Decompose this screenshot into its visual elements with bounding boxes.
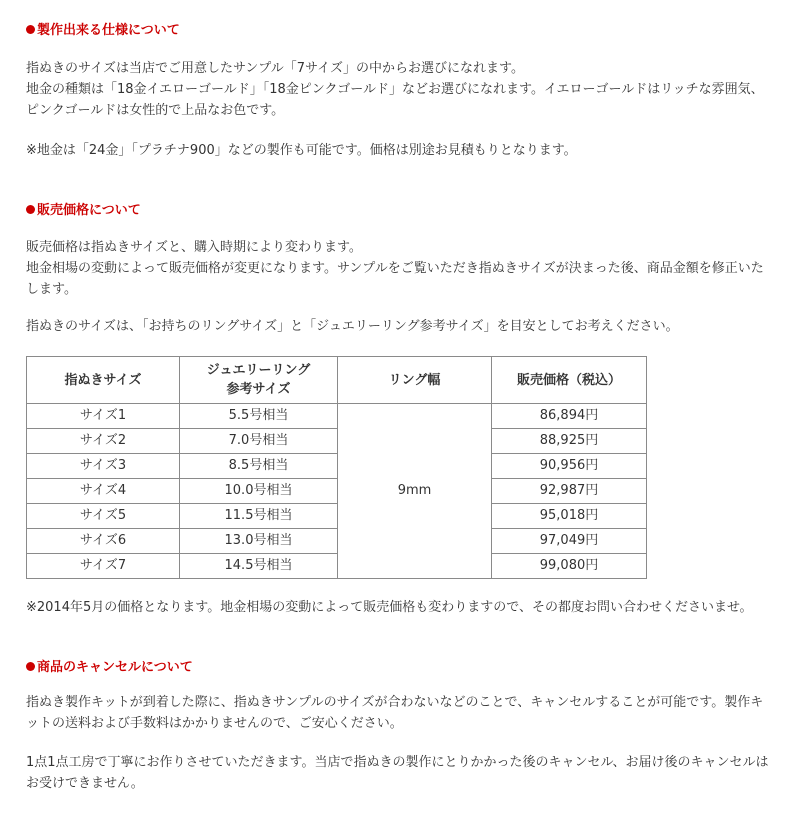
cell-ring: 13.0号相当 bbox=[180, 529, 338, 554]
text-line: お受けできません。 bbox=[26, 776, 144, 791]
header-thimble-size: 指ぬきサイズ bbox=[27, 357, 180, 404]
price-footnote bbox=[26, 597, 778, 618]
cell-price: 99,080円 bbox=[492, 554, 647, 579]
cell-price: 95,018円 bbox=[492, 504, 647, 529]
production-description bbox=[26, 58, 778, 121]
cell-price: 97,049円 bbox=[492, 529, 647, 554]
price-guide bbox=[26, 316, 778, 337]
cell-price: 92,987円 bbox=[492, 479, 647, 504]
price-table bbox=[26, 356, 647, 579]
table-row bbox=[27, 404, 647, 429]
bullet-icon bbox=[26, 662, 35, 671]
cell-price: 86,894円 bbox=[492, 404, 647, 429]
cell-size: サイズ6 bbox=[27, 529, 180, 554]
text-line: 地金の種類は「18金イエローゴールド」「18金ピンクゴールド」などお選びになれます。イエローゴールドはリッチな雰囲気、 bbox=[26, 82, 764, 97]
text-line: 1点1点工房で丁寧にお作りさせていただきます。当店で指ぬきの製作にとりかかった後のキャンセル、お届け後のキャンセルは bbox=[26, 755, 769, 770]
cell-ring: 14.5号相当 bbox=[180, 554, 338, 579]
text-line: ピンクゴールドは女性的で上品なお色です。 bbox=[26, 103, 285, 118]
table-row bbox=[27, 504, 647, 529]
cell-ring: 8.5号相当 bbox=[180, 454, 338, 479]
section-heading-price: 販売価格について bbox=[26, 199, 141, 218]
cell-price: 88,925円 bbox=[492, 429, 647, 454]
cell-size: サイズ5 bbox=[27, 504, 180, 529]
cell-size: サイズ3 bbox=[27, 454, 180, 479]
text-line: します。 bbox=[26, 282, 77, 297]
bullet-icon bbox=[26, 205, 35, 214]
cancel-description bbox=[26, 692, 778, 734]
table-row bbox=[27, 479, 647, 504]
table-row bbox=[27, 554, 647, 579]
table-header-row bbox=[27, 357, 647, 404]
table-row bbox=[27, 529, 647, 554]
cell-ring-width: 9mm bbox=[338, 404, 492, 579]
header-ring-reference-line2: 参考サイズ bbox=[226, 382, 291, 397]
cell-size: サイズ7 bbox=[27, 554, 180, 579]
text-line: 指ぬきのサイズは、「お持ちのリングサイズ」と「ジュエリーリング参考サイズ」を目安としてお考えください。 bbox=[26, 319, 679, 334]
text-line: ※2014年5月の価格となります。地金相場の変動によって販売価格も変わりますので、その都度お問い合わせくださいませ。 bbox=[26, 600, 753, 615]
header-price: 販売価格（税込） bbox=[492, 357, 647, 404]
cell-price: 90,956円 bbox=[492, 454, 647, 479]
header-ring-reference-line1: ジュエリーリング bbox=[206, 363, 311, 378]
header-ring-reference bbox=[180, 357, 338, 404]
price-description bbox=[26, 237, 778, 300]
text-line: 販売価格は指ぬきサイズと、購入時期により変わります。 bbox=[26, 240, 362, 255]
cell-size: サイズ2 bbox=[27, 429, 180, 454]
table-row bbox=[27, 454, 647, 479]
section-heading-production: 製作出来る仕様について bbox=[26, 19, 180, 38]
header-ring-width: リング幅 bbox=[338, 357, 492, 404]
cell-ring: 10.0号相当 bbox=[180, 479, 338, 504]
bullet-icon bbox=[26, 25, 35, 34]
section-heading-cancel: 商品のキャンセルについて bbox=[26, 656, 193, 675]
text-line: 地金相場の変動によって販売価格が変更になります。サンプルをご覧いただき指ぬきサイズが決まった後、商品金額を修正いた bbox=[26, 261, 764, 276]
cell-size: サイズ1 bbox=[27, 404, 180, 429]
cell-ring: 11.5号相当 bbox=[180, 504, 338, 529]
cell-ring: 5.5号相当 bbox=[180, 404, 338, 429]
cell-size: サイズ4 bbox=[27, 479, 180, 504]
text-line: 指ぬき製作キットが到着した際に、指ぬきサンプルのサイズが合わないなどのことで、キャンセルすることが可能です。製作キ bbox=[26, 695, 764, 710]
text-line: ※地金は「24金」「プラチナ900」などの製作も可能です。価格は別途お見積もりとなります。 bbox=[26, 143, 577, 158]
text-line: 指ぬきのサイズは当店でご用意したサンプル「7サイズ」の中からお選びになれます。 bbox=[26, 61, 524, 76]
cell-ring: 7.0号相当 bbox=[180, 429, 338, 454]
production-note bbox=[26, 140, 778, 161]
text-line: ットの送料および手数料はかかりませんので、ご安心ください。 bbox=[26, 716, 403, 731]
table-row bbox=[27, 429, 647, 454]
cancel-policy bbox=[26, 752, 778, 794]
